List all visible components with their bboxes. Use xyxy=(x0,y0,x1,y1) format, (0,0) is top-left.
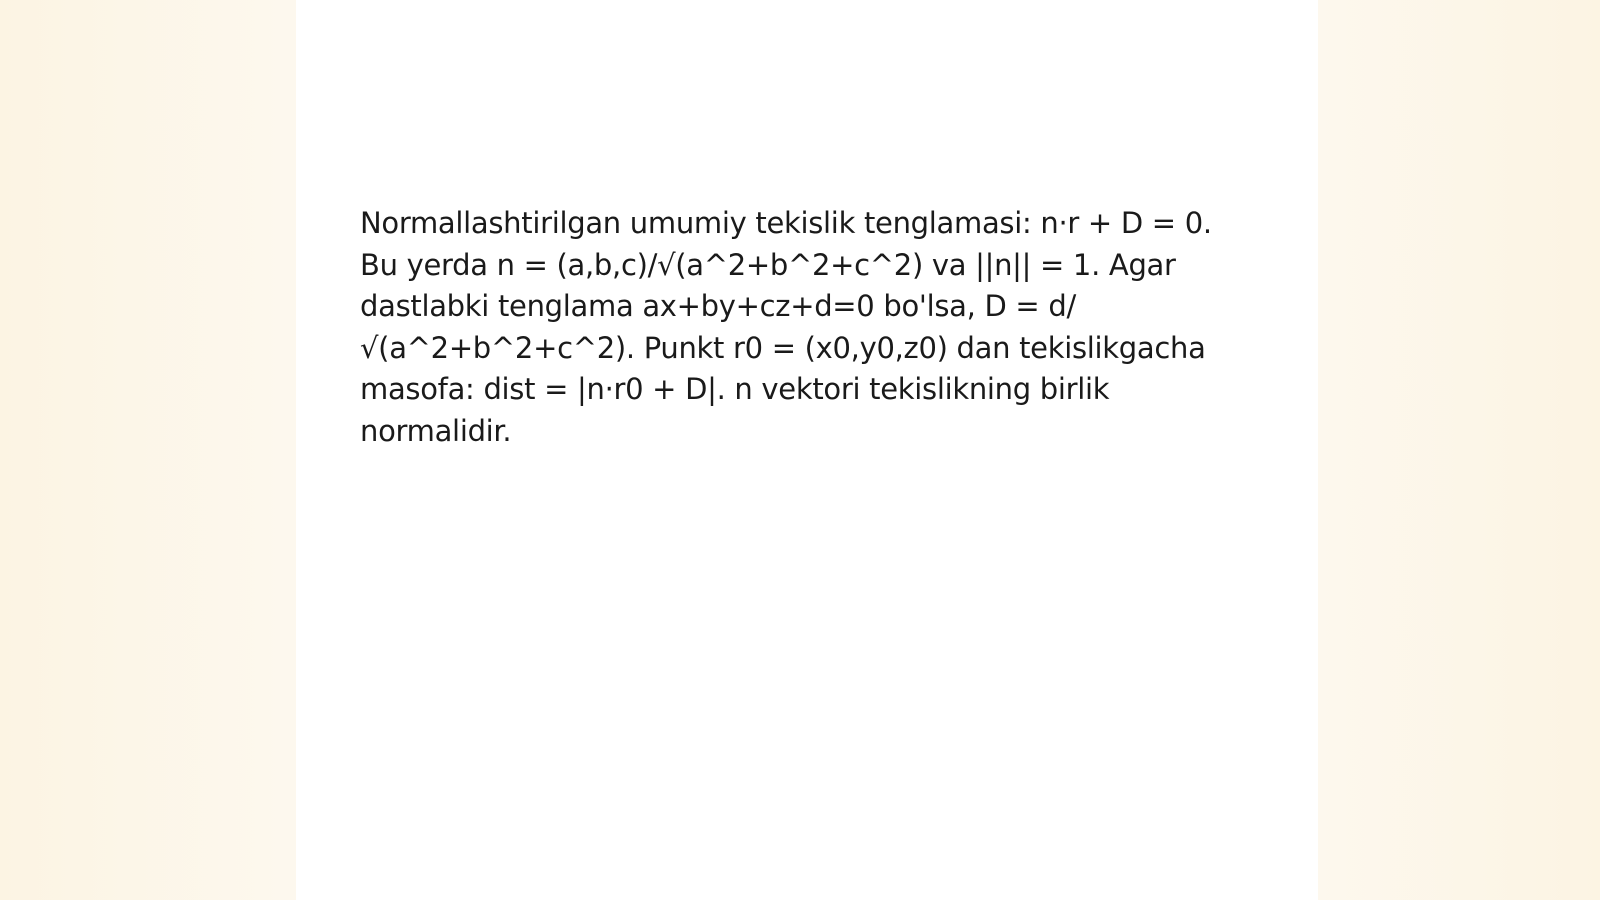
document-page xyxy=(296,0,1318,900)
body-paragraph: Normallashtirilgan umumiy tekislik tenglamasi: n·r + D = 0. Bu yerda n = (a,b,c)/√(a^2+b^2+c^2) va ||n|| = 1. Agar dastlabki tenglama ax+by+cz+d=0 bo'lsa, D = d/√(a^2+b^2+c^2). Punkt r0 = (x0,y0,z0) dan tekislikgacha masofa: dist = |n·r0 + D|. n vektori tekislikning birlik normalidir. xyxy=(360,206,1212,448)
